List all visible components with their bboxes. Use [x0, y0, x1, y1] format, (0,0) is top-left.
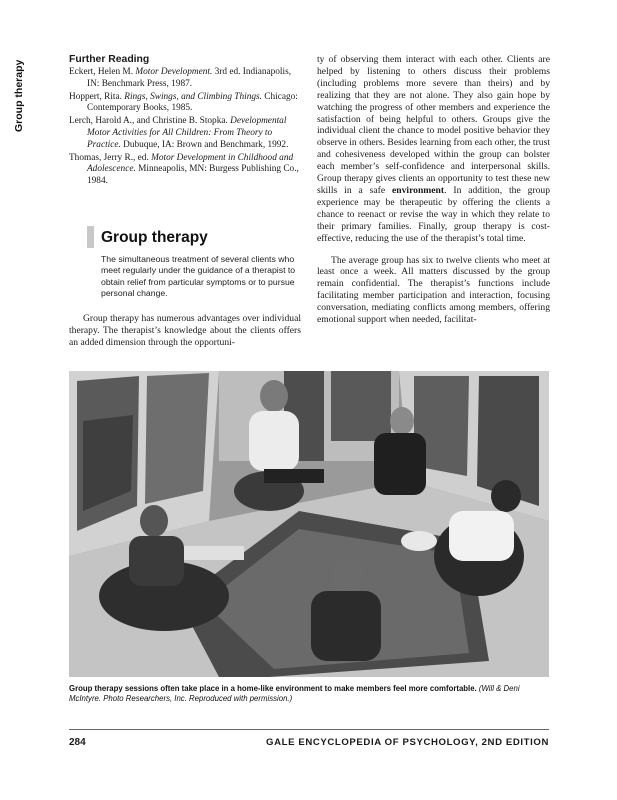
reference-item: Thomas, Jerry R., ed. Motor Development in Childhood and Adolescence. Minneapolis, MN: Burgess Publishing Co., 1984. — [69, 152, 299, 186]
term-link: environment — [392, 184, 445, 196]
body-text-left — [69, 313, 301, 349]
further-reading-heading: Further Reading — [69, 54, 150, 65]
caption-text: Group therapy sessions often take place in a home-like environment to make members feel more comfortable. — [69, 684, 477, 693]
reference-item: Eckert, Helen M. Motor Development. 3rd ed. Indianapolis, IN: Benchmark Press, 1987. — [69, 67, 292, 89]
caption-credit: (Will & Deni McIntyre. Photo Researchers, Inc. Reproduced with permission.) — [69, 684, 520, 704]
body-paragraph: Group therapy has numerous advantages over individual therapy. The therapist’s knowledge about the clients offers an added dimension through the opportuni- — [69, 313, 301, 348]
body-paragraph: The average group has six to twelve clients who meet at least once a week. All matters discussed by the group remain confidential. The therapist’s functions include facilitating member participation and interaction, focusing conversation, mediating conflicts among members, offering emotional support when needed, facilitat- — [317, 254, 550, 326]
body-paragraph: ty of observing them interact with each other. Clients are helped by listening to others discuss their problems (including problems more severe than theirs) and by realizing that they are not alone. They also gain hope by watching the progress of other members and experience the satisfaction of being helpful to others. Groups give the individual client the chance to model positive behavior they observe in others. Besides learning from each other, the trust and cohesiveness developed within the group can bolster each member’s self-confidence and interpersonal skills. Group therapy gives clients an opportunity to test these new skills in a safe environment. In addition, the group experience may be therapeutic by offering the clients a chance to reenact or revise the way in which they relate to their primary families. Finally, group therapy is cost-effective, reducing the use of the therapist’s total time. — [317, 54, 550, 244]
further-reading-section — [69, 54, 301, 189]
footer-divider — [69, 729, 549, 730]
entry-title: Group therapy — [101, 229, 208, 246]
photo-caption — [69, 684, 549, 704]
group-therapy-photo — [69, 371, 549, 677]
body-text-right — [317, 54, 550, 326]
side-tab-label: Group therapy — [13, 59, 25, 132]
entry-definition: The simultaneous treatment of several clients who meet regularly under the guidance of a therapist to obtain relief from particular symptoms or to pursue personal change. — [101, 254, 296, 298]
page-number: 284 — [69, 737, 86, 748]
running-head-side-tab — [13, 59, 29, 132]
reference-item: Lerch, Harold A., and Christine B. Stopka. Developmental Motor Activities for All Children: From Theory to Practice. Dubuque, IA: Brown and Benchmark, 1992. — [69, 116, 289, 150]
reference-item: Hoppert, Rita. Rings, Swings, and Climbing Things. Chicago: Contemporary Books, 1985. — [69, 91, 298, 114]
publication-title: GALE ENCYCLOPEDIA OF PSYCHOLOGY, 2ND EDITION — [266, 737, 549, 748]
entry-marker-bar — [87, 226, 94, 248]
